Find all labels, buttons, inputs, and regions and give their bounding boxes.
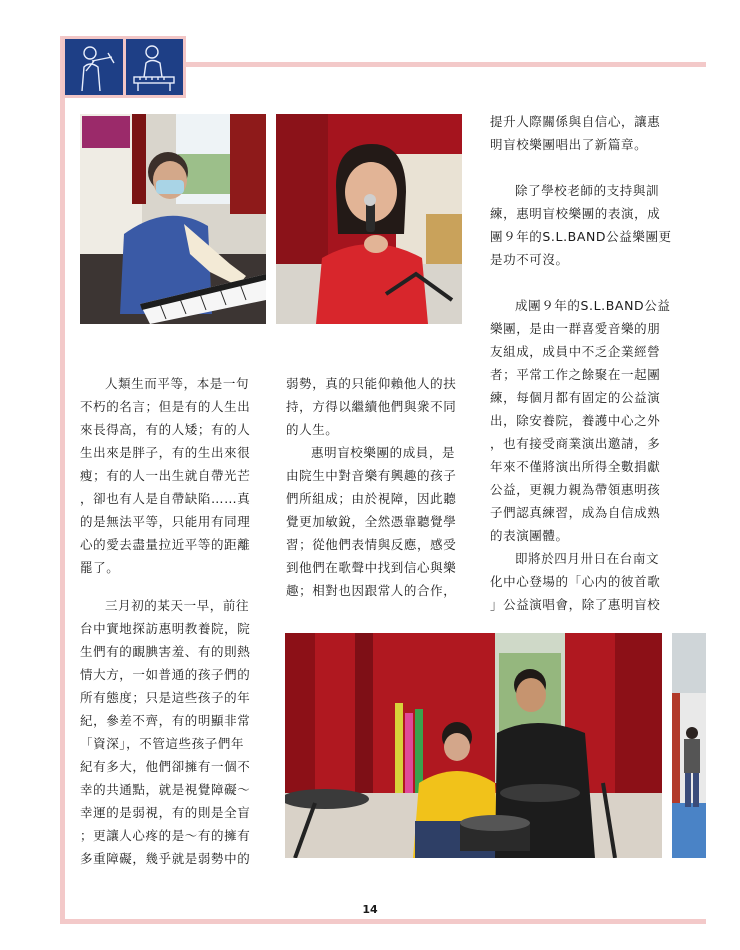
drum-lesson-photo: [285, 633, 662, 858]
page-number: 14: [362, 903, 378, 916]
text-line: 是功不可沒。: [490, 252, 569, 267]
text-line: 們所組成；由於視障，因此聽: [286, 491, 457, 506]
singer-photo: [276, 114, 462, 324]
text-line: 幸運的是弱視，有的則是全盲: [80, 805, 251, 820]
text-line: 團９年的S.L.BAND公益樂團更: [490, 229, 672, 244]
text-line: 到他們在歌聲中找到信心與樂: [286, 560, 457, 575]
text-line: 覺更加敏銳，全然憑靠聽覺學: [286, 514, 457, 529]
text-line: 不朽的名言；但是有的人生出: [80, 399, 251, 414]
text-line: 化中心登場的「心内的彼首歌: [490, 574, 661, 589]
page-frame-left: [60, 36, 65, 924]
text-line: 來長得高，有的人矮；有的人: [80, 422, 251, 437]
text-line: 者；平常工作之餘聚在一起團: [490, 367, 661, 382]
text-line: 習；從他們表情與反應，感受: [286, 537, 457, 552]
text-line: 心的愛去盡量拉近平等的距離: [80, 537, 251, 552]
text-line: 樂團，是由一群喜愛音樂的朋: [490, 321, 661, 336]
text-line: 年來不僅將演出所得全數捐獻: [490, 459, 661, 474]
text-line: ，卻也有人是自帶缺陷……真: [80, 491, 251, 506]
text-line: 情大方，一如普通的孩子們的: [80, 667, 251, 682]
text-line: 提升人際關係與自信心，讓惠: [490, 114, 661, 129]
text-line: 生們有的靦腆害羞、有的則熱: [80, 644, 251, 659]
text-line: 幸的共通點，就是視覺障礙～: [80, 782, 251, 797]
text-line: 成團９年的S.L.BAND公益: [515, 298, 671, 313]
text-line: 由院生中對音樂有興趣的孩子: [286, 468, 457, 483]
text-line: 人類生而平等，本是一句: [105, 376, 250, 391]
text-line: 的是無法平等，只能用有同理: [80, 514, 251, 529]
trumpet-player-icon: [65, 39, 123, 95]
column-right: [490, 110, 682, 616]
column-left-top: [80, 372, 268, 579]
text-line: 惠明盲校樂團的成員，是: [311, 445, 456, 460]
text-line: 出，除安養院，養護中心之外: [490, 413, 661, 428]
text-line: 即將於四月卅日在台南文: [515, 551, 660, 566]
text-line: 三月初的某天一早，前往: [105, 598, 250, 613]
column-left-bottom: [80, 594, 268, 870]
text-line: 台中實地探訪惠明教養院，院: [80, 621, 251, 636]
text-line: 弱勢，真的只能仰賴他人的扶: [286, 376, 457, 391]
text-line: 「資深」，不管這些孩子們年: [80, 736, 245, 751]
text-line: 所有態度；只是這些孩子的年: [80, 690, 251, 705]
text-line: 練，每個月都有固定的公益演: [490, 390, 661, 405]
page-frame-bottom: [60, 919, 706, 924]
text-line: 友組成，成員中不乏企業經營: [490, 344, 661, 359]
text-line: ；更讓人心疼的是～有的擁有: [80, 828, 251, 843]
keyboard-player-icon: [126, 39, 184, 95]
text-line: 練，惠明盲校樂團的表演，成: [490, 206, 661, 221]
text-line: 的表演團體。: [490, 528, 569, 543]
text-line: 明盲校樂團唱出了新篇章。: [490, 137, 648, 152]
text-line: 趣；相對也因跟常人的合作，: [286, 583, 457, 598]
text-line: 持，方得以繼續他們與衆不同: [286, 399, 457, 414]
text-line: 」公益演唱會，除了惠明盲校: [490, 597, 661, 612]
keyboard-player-photo: [80, 114, 266, 324]
text-line: 的人生。: [286, 422, 339, 437]
text-line: 多重障礙，幾乎就是弱勢中的: [80, 851, 251, 866]
section-logo: [62, 36, 186, 98]
page-frame-top: [186, 62, 706, 67]
hallway-photo: [672, 633, 706, 858]
column-middle: [286, 372, 474, 602]
text-line: 紀，參差不齊，有的明顯非常: [80, 713, 251, 728]
text-line: 除了學校老師的支持與訓: [515, 183, 660, 198]
text-line: 公益，更親力親為帶領惠明孩: [490, 482, 661, 497]
text-line: 瘦；有的人一出生就自帶光芒: [80, 468, 251, 483]
text-line: 罷了。: [80, 560, 120, 575]
text-line: ，也有接受商業演出邀請，多: [490, 436, 661, 451]
text-line: 子們認真練習，成為自信成熟: [490, 505, 661, 520]
text-line: 生出來是胖子，有的生出來很: [80, 445, 251, 460]
text-line: 紀有多大，他們卻擁有一個不: [80, 759, 251, 774]
